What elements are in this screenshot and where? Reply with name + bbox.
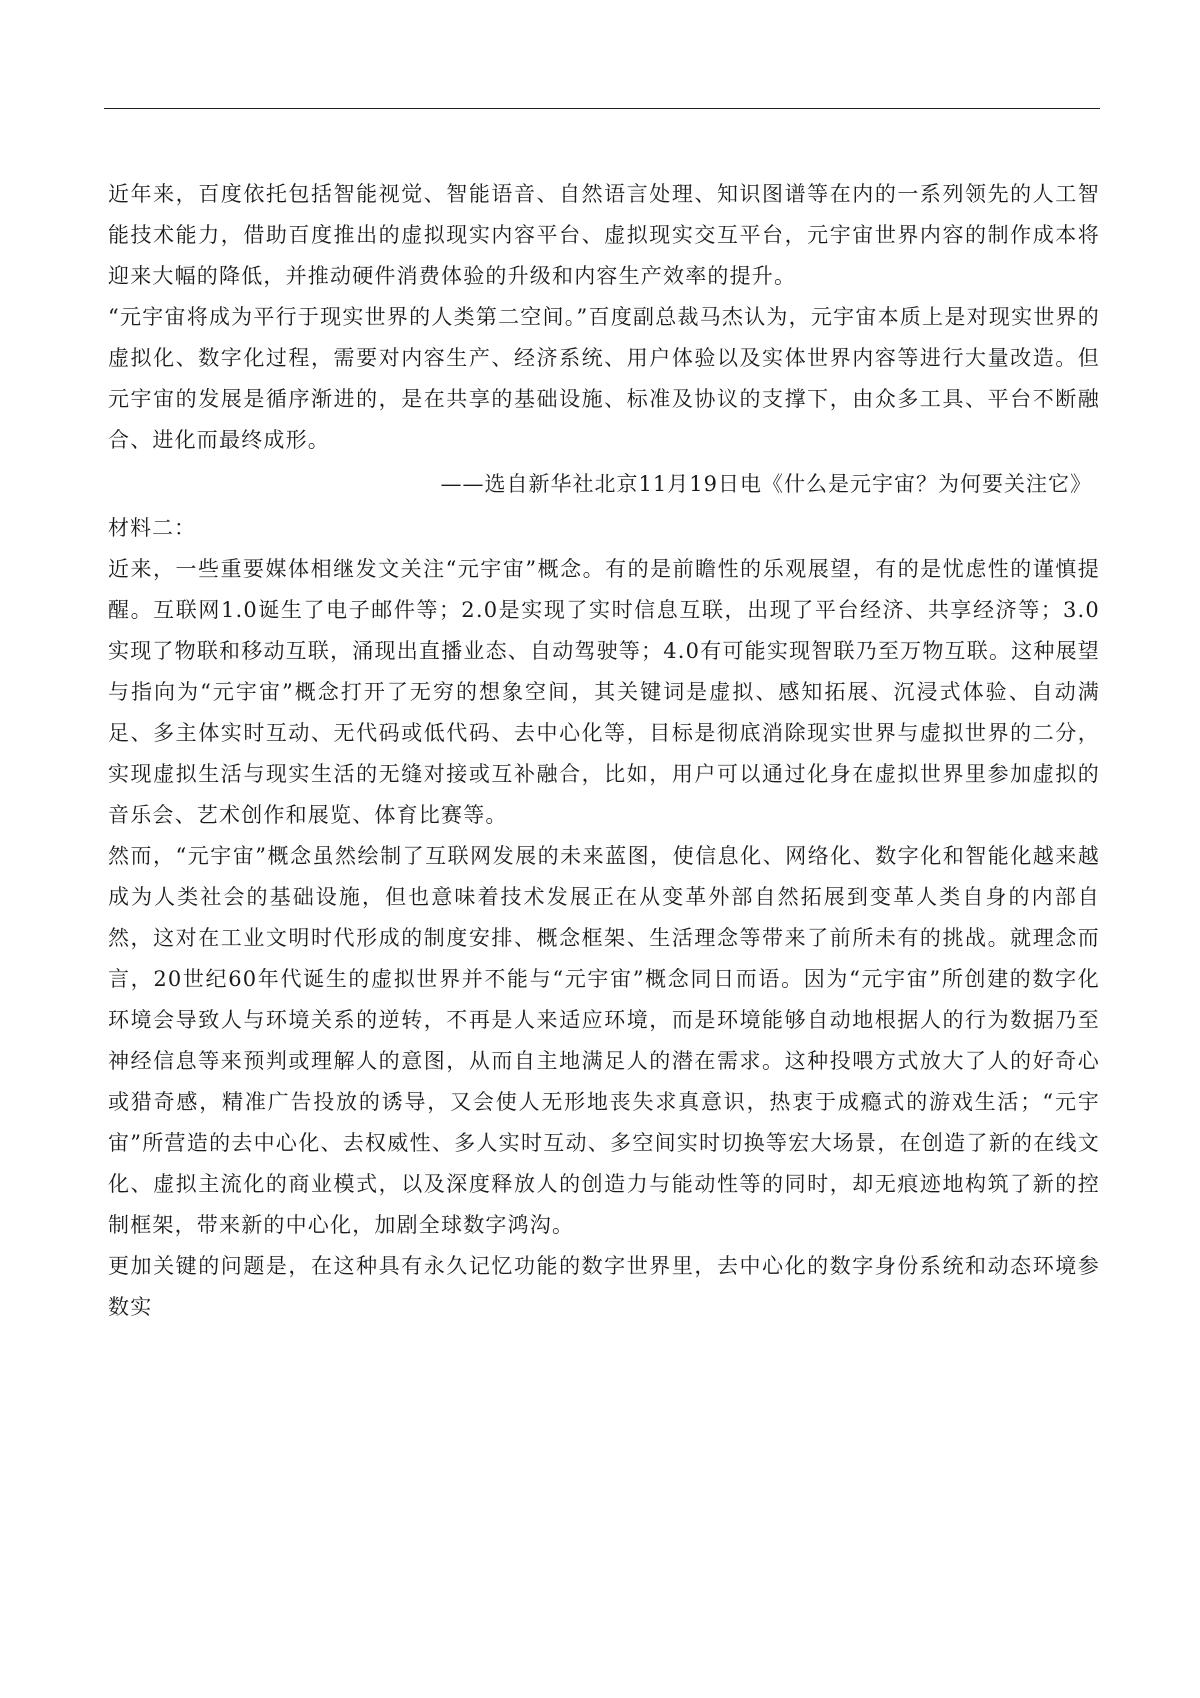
source-citation: ——选自新华社北京11月19日电《什么是元宇宙？为何要关注它》 xyxy=(440,472,1092,496)
paragraph: 然而，“元宇宙”概念虽然绘制了互联网发展的未来蓝图，使信息化、网络化、数字化和智能化越来越成为人类社会的基础设施，但也意味着技术发展正在从变革外部自然拓展到变革人类自身的内部自然，这对在工业文明时代形成的制度安排、概念框架、生活理念等带来了前所未有的挑战。就理念而言，20世纪60年代诞生的虚拟世界并不能与“元宇宙”概念同日而语。因为“元宇宙”所创建的数字化环境会导致人与环境关系的逆转，不再是人来适应环境，而是环境能够自动地根据人的行为数据乃至神经信息等来预判或理解人的意图，从而自主地满足人的潜在需求。这种投喂方式放大了人的好奇心或猎奇感，精准广告投放的诱导，又会使人无形地丧失求真意识，热衷于成瘾式的游戏生活；“元宇宙”所营造的去中心化、去权威性、多人实时互动、多空间实时切换等宏大场景，在创造了新的在线文化、虚拟主流化的商业模式，以及深度释放人的创造力与能动性等的同时，却无痕迹地构筑了新的控制框架，带来新的中心化，加剧全球数字鸿沟。 xyxy=(108,844,1100,1237)
paragraph: 近年来，百度依托包括智能视觉、智能语音、自然语言处理、知识图谱等在内的一系列领先的人工智能技术能力，借助百度推出的虚拟现实内容平台、虚拟现实交互平台，元宇宙世界内容的制作成本将迎来大幅的降低，并推动硬件消费体验的升级和内容生产效率的提升。 xyxy=(108,182,1100,288)
document-body xyxy=(108,174,1100,1328)
header-rule xyxy=(104,108,1100,109)
paragraph: 更加关键的问题是，在这种具有永久记忆功能的数字世界里，去中心化的数字身份系统和动态环境参数实 xyxy=(108,1254,1100,1319)
section-label: 材料二： xyxy=(108,516,196,540)
paragraph: 近来，一些重要媒体相继发文关注“元宇宙”概念。有的是前瞻性的乐观展望，有的是忧虑性的谨慎提醒。互联网1.0诞生了电子邮件等；2.0是实现了实时信息互联，出现了平台经济、共享经济等；3.0实现了物联和移动互联，涌现出直播业态、自动驾驶等；4.0有可能实现智联乃至万物互联。这种展望与指向为“元宇宙”概念打开了无穷的想象空间，其关键词是虚拟、感知拓展、沉浸式体验、自动满足、多主体实时互动、无代码或低代码、去中心化等，目标是彻底消除现实世界与虚拟世界的二分，实现虚拟生活与现实生活的无缝对接或互补融合，比如，用户可以通过化身在虚拟世界里参加虚拟的音乐会、艺术创作和展览、体育比赛等。 xyxy=(108,557,1100,827)
paragraph: “元宇宙将成为平行于现实世界的人类第二空间。”百度副总裁马杰认为，元宇宙本质上是对现实世界的虚拟化、数字化过程，需要对内容生产、经济系统、用户体验以及实体世界内容等进行大量改造。但元宇宙的发展是循序渐进的，是在共享的基础设施、标准及协议的支撑下，由众多工具、平台不断融合、进化而最终成形。 xyxy=(108,305,1100,452)
